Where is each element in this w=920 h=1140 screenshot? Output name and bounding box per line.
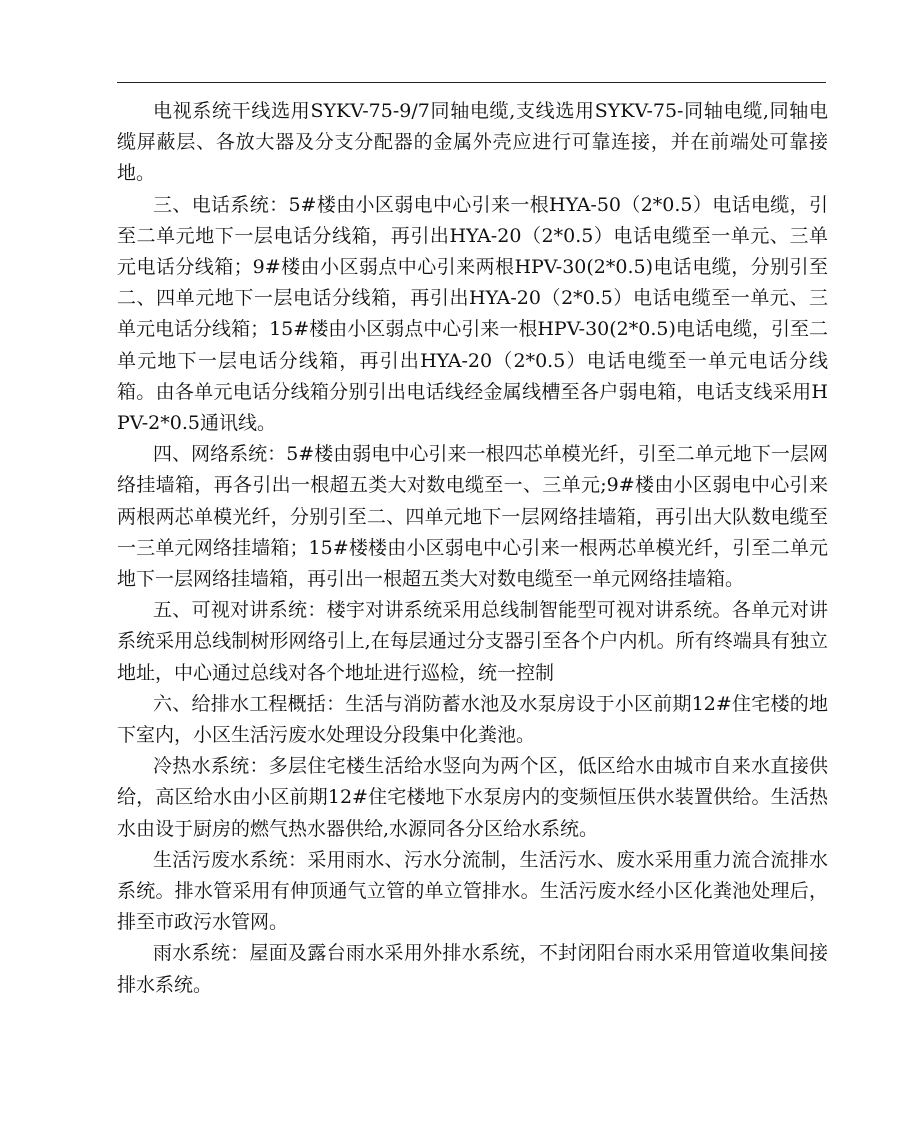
body-text (117, 96, 828, 1001)
paragraph-video-intercom: 五、可视对讲系统：楼宇对讲系统采用总线制智能型可视对讲系统。各单元对讲系统采用总线制树形网络引上,在每层通过分支器引至各个户内机。所有终端具有独立地址，中心通过总线对各个地址进行巡检，统一控制 (117, 599, 828, 684)
paragraph-hot-cold-water: 冷热水系统：多层住宅楼生活给水竖向为两个区，低区给水由城市自来水直接供给，高区给水由小区前期12#住宅楼地下水泵房内的变频恒压供水装置供给。生活热水由设于厨房的燃气热水器供给,水源同各分区给水系统。 (117, 755, 828, 840)
paragraph-wastewater: 生活污废水系统：采用雨水、污水分流制，生活污水、废水采用重力流合流排水系统。排水管采用有伸顶通气立管的单立管排水。生活污废水经小区化粪池处理后，排至市政污水管网。 (117, 848, 828, 934)
paragraph-network-system: 四、网络系统：5#楼由弱电中心引来一根四芯单模光纤，引至二单元地下一层网络挂墙箱，再各引出一根超五类大对数电缆至一、三单元;9#楼由小区弱电中心引来两根两芯单模光纤，分别引至二、四单元地下一层网络挂墙箱，再引出大队数电缆至一三单元网络挂墙箱；15#楼楼由小区弱电中心引来一根两芯单模光纤，引至二单元地下一层网络挂墙箱，再引出一根超五类大对数电缆至一单元网络挂墙箱。 (117, 443, 828, 591)
paragraph-tv-system: 电视系统干线选用SYKV-75-9/7同轴电缆,支线选用SYKV-75-同轴电缆,同轴电缆屏蔽层、各放大器及分支分配器的金属外壳应进行可靠连接，并在前端处可靠接地。 (117, 100, 828, 185)
paragraph-water-overview: 六、给排水工程概括：生活与消防蓄水池及水泵房设于小区前期12#住宅楼的地下室内，小区生活污废水处理设分段集中化粪池。 (117, 692, 828, 747)
paragraph-telephone-system: 三、电话系统：5#楼由小区弱电中心引来一根HYA-50（2*0.5）电话电缆，引至二单元地下一层电话分线箱，再引出HYA-20（2*0.5）电话电缆至一单元、三单元电话分线箱；9#楼由小区弱点中心引来两根HPV-30(2*0.5)电话电缆，分别引至二、四单元地下一层电话分线箱，再引出HYA-20（2*0.5）电话电缆至一单元、三单元电话分线箱；15#楼由小区弱点中心引来一根HPV-30(2*0.5)电话电缆，引至二单元地下一层电话分线箱，再引出HYA-20（2*0.5）电话电缆至一单元电话分线箱。由各单元电话分线箱分别引出电话线经金属线槽至各户弱电箱，电话支线采用HPV-2*0.5通讯线。 (117, 193, 828, 435)
paragraph-rainwater: 雨水系统：屋面及露台雨水采用外排水系统，不封闭阳台雨水采用管道收集间接排水系统。 (117, 942, 828, 996)
header-rule (117, 82, 826, 83)
